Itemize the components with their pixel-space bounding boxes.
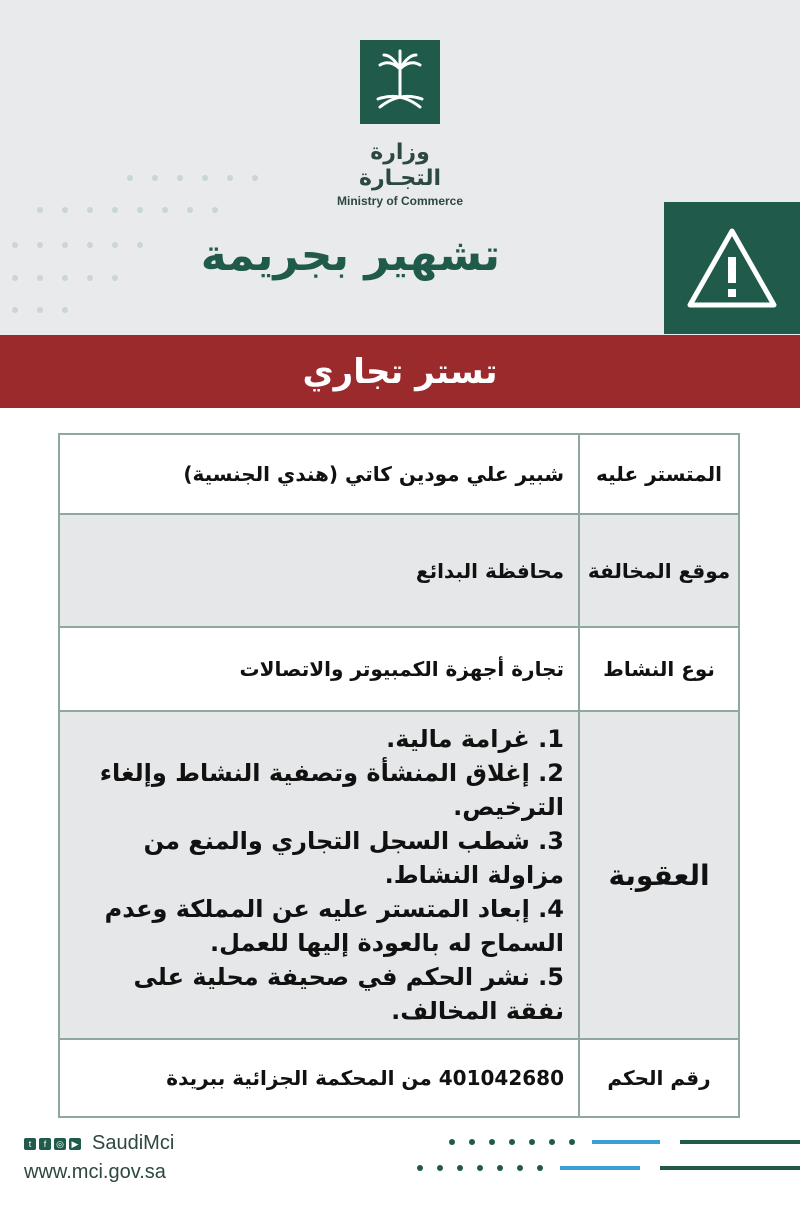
- row-label: موقع المخالفة: [579, 514, 739, 627]
- twitter-icon[interactable]: t: [24, 1138, 36, 1150]
- details-table: [58, 433, 740, 1118]
- table-row: [59, 514, 739, 627]
- warning-triangle-icon: [684, 225, 780, 311]
- table-row: [59, 434, 739, 514]
- table-row: [59, 627, 739, 711]
- header-area: [0, 0, 800, 335]
- instagram-icon[interactable]: ◎: [54, 1138, 66, 1150]
- ministry-name-english: Ministry of Commerce: [336, 194, 464, 208]
- decorative-footer-lines: [410, 1130, 800, 1180]
- warning-box: [664, 202, 800, 334]
- row-label: المتستر عليه: [579, 434, 739, 514]
- social-row: [24, 1132, 174, 1155]
- row-value: 401042680 من المحكمة الجزائية ببريدة: [59, 1039, 579, 1117]
- row-value: محافظة البدائع: [59, 514, 579, 627]
- list-item: 1. غرامة مالية.: [386, 725, 564, 753]
- page-title: تشهير بجريمة: [200, 230, 500, 281]
- row-label: رقم الحكم: [579, 1039, 739, 1117]
- row-label: العقوبة: [579, 711, 739, 1039]
- footer-contact: [24, 1132, 174, 1184]
- penalty-list: [59, 711, 579, 1039]
- list-item: 4. إبعاد المتستر عليه عن المملكة وعدم السماح له بالعودة إليها للعمل.: [104, 895, 564, 957]
- youtube-icon[interactable]: ▶: [69, 1138, 81, 1150]
- palm-swords-emblem-icon: [360, 40, 440, 124]
- crime-type: تستر تجاري: [302, 351, 498, 392]
- list-item: 5. نشر الحكم في صحيفة محلية على نفقة المخالف.: [133, 963, 564, 1025]
- website-link[interactable]: www.mci.gov.sa: [24, 1161, 166, 1183]
- row-value: شبير علي مودين كاتي (هندي الجنسية): [59, 434, 579, 514]
- list-item: 2. إغلاق المنشأة وتصفية النشاط وإلغاء الترخيص.: [99, 759, 564, 821]
- table-row: [59, 1039, 739, 1117]
- crime-type-banner: [0, 335, 800, 408]
- list-item: 3. شطب السجل التجاري والمنع من مزاولة النشاط.: [143, 827, 564, 889]
- row-value: تجارة أجهزة الكمبيوتر والاتصالات: [59, 627, 579, 711]
- ministry-logo: [330, 40, 470, 208]
- table-row: [59, 711, 739, 1039]
- row-label: نوع النشاط: [579, 627, 739, 711]
- facebook-icon[interactable]: f: [39, 1138, 51, 1150]
- ministry-name-arabic: وزارة التجـارة: [358, 140, 442, 191]
- social-handle[interactable]: SaudiMci: [92, 1132, 175, 1154]
